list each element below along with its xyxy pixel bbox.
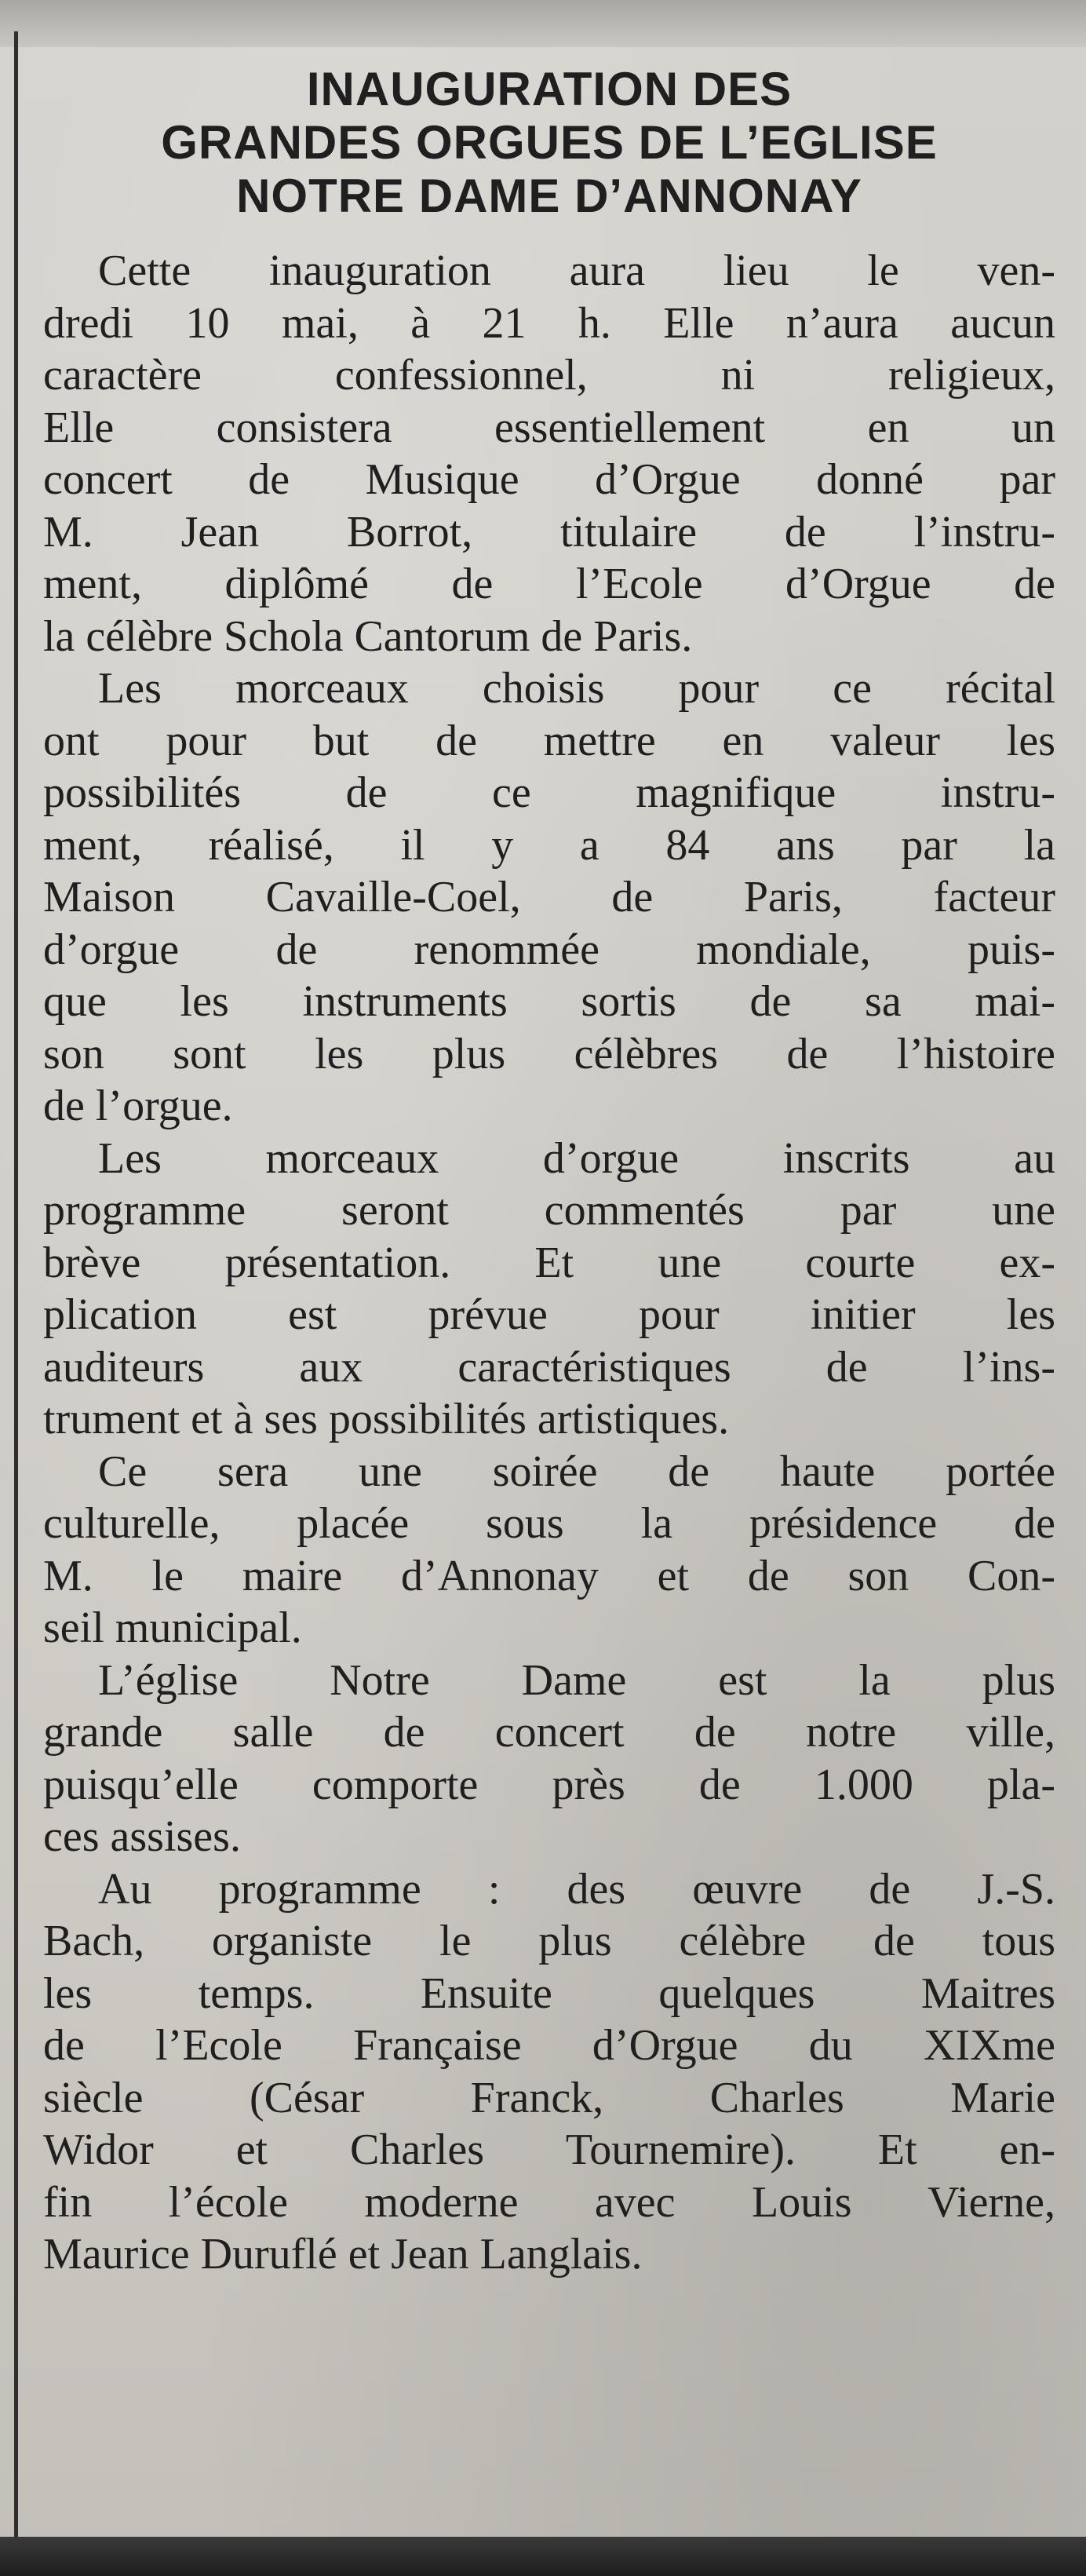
text-line: de l’Ecole Française d’Orgue du XIXme [43,2021,1055,2070]
paragraph [43,1133,1055,1446]
headline [43,63,1055,223]
text-line: que les instruments sortis de sa mai- [43,977,1055,1026]
previous-article-edge [0,0,1086,47]
text-line: de l’orgue. [43,1082,233,1130]
paragraph [43,245,1055,662]
text-line: auditeurs aux caractéristiques de l’ins- [43,1342,1055,1392]
text-line: d’orgue de renommée mondiale, puis- [43,925,1055,974]
text-line: programme seront commentés par une [43,1186,1055,1235]
text-line: fin l’école moderne avec Louis Vierne, [43,2177,1055,2227]
text-line: possibilités de ce magnifique instru- [43,768,1055,817]
text-line: caractère confessionnel, ni religieux, [43,351,1055,400]
paragraph [43,1655,1055,1863]
text-line: Elle consistera essentiellement en un [43,403,1055,452]
text-line: ment, diplômé de l’Ecole d’Orgue de [43,560,1055,608]
text-line: Maurice Duruflé et Jean Langlais. [43,2230,643,2279]
text-line: dredi 10 mai, à 21 h. Elle n’aura aucun [43,298,1055,348]
text-line: brève présentation. Et une courte ex- [43,1238,1055,1287]
text-line: Les morceaux d’orgue inscrits au [98,1133,1055,1183]
next-article-edge [0,2537,1086,2576]
text-line: Au programme : des œuvre de J.-S. [98,1864,1055,1914]
text-line: ces assises. [43,1812,241,1861]
text-line: son sont les plus célèbres de l’histoire [43,1029,1055,1078]
article-body [43,245,1055,2281]
headline-line: GRANDES ORGUES DE L’EGLISE [161,116,938,169]
text-line: Cette inauguration aura lieu le ven- [98,246,1055,295]
text-line: M. Jean Borrot, titulaire de l’instru- [43,507,1055,556]
text-line: ont pour but de mettre en valeur les [43,716,1055,765]
text-line: Maison Cavaille-Coel, de Paris, facteur [43,873,1055,921]
text-line: Les morceaux choisis pour ce récital [98,664,1055,713]
text-line: trument et à ses possibilités artistiques. [43,1395,730,1443]
paragraph [43,1863,1055,2281]
text-line: Bach, organiste le plus célèbre de tous [43,1917,1055,1965]
text-line: la célèbre Schola Cantorum de Paris. [43,611,693,661]
text-line: M. le maire d’Annonay et de son Con- [43,1551,1055,1600]
paragraph [43,1446,1055,1655]
text-line: Ce sera une soirée de haute portée [98,1447,1055,1496]
text-line: seil municipal. [43,1604,302,1652]
text-line: concert de Musique d’Orgue donné par [43,455,1055,504]
column-rule [14,31,18,2539]
text-line: L’église Notre Dame est la plus [98,1655,1055,1705]
headline-line: NOTRE DAME D’ANNONAY [236,170,862,222]
headline-line: INAUGURATION DES [306,63,793,115]
text-line: ment, réalisé, il y a 84 ans par la [43,820,1055,870]
text-line: culturelle, placée sous la présidence de [43,1499,1055,1548]
text-line: siècle (César Franck, Charles Marie [43,2073,1055,2122]
text-line: les temps. Ensuite quelques Maitres [43,1968,1055,2018]
text-line: Widor et Charles Tournemire). Et en- [43,2125,1055,2174]
text-line: plication est prévue pour initier les [43,1290,1055,1339]
article [43,63,1055,2281]
text-line: grande salle de concert de notre ville, [43,1708,1055,1757]
text-line: puisqu’elle comporte près de 1.000 pla- [43,1760,1055,1809]
paragraph [43,662,1055,1133]
